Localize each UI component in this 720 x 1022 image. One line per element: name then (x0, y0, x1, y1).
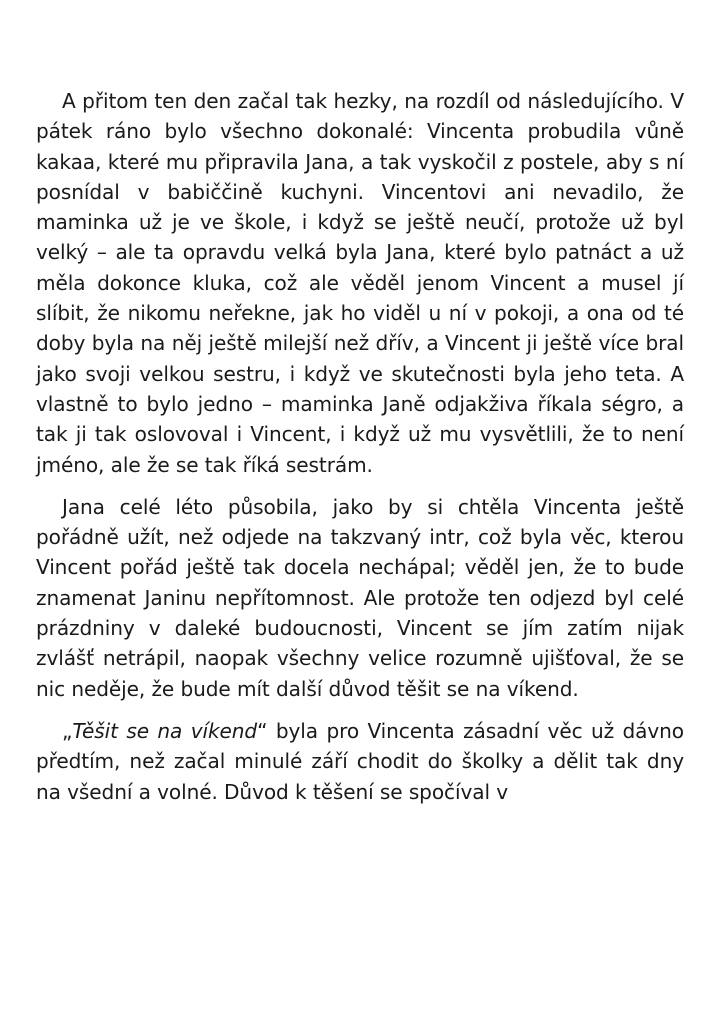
paragraph-1: A přitom ten den začal tak hezky, na rozdíl od následujícího. V pátek ráno bylo všechno dokonalé: Vincenta probudila vůně kakaa, které mu připravila Jana, a tak vyskočil z postele, aby s ní posnídal v babiččině kuchyni. Vincentovi ani nevadilo, že maminka už je ve škole, i když se ještě neučí, protože už byl velký – ale ta opravdu velká byla Jana, které bylo patnáct a už měla dokonce kluka, což ale věděl jenom Vincent a musel jí slíbit, že nikomu neřekne, jak ho viděl u ní v pokoji, a ona od té doby byla na něj ještě milejší než dřív, a Vincent ji ještě více bral jako svoji velkou sestru, i když ve skutečnosti byla jeho teta. A vlastně to bylo jedno – maminka Janě odjakživa říkala ségro, a tak ji tak oslovoval i Vincent, i když už mu vysvětlili, že to není jméno, ale že se tak říká sestrám. (36, 89, 684, 477)
paragraph-3: „Těšit se na víkend“ byla pro Vincenta zásadní věc už dávno předtím, než začal minulé září chodit do školky a dělit tak dny na všední a volné. Důvod k těšení se spočíval v (36, 718, 684, 804)
quoted-phrase: Těšit se na víkend (72, 718, 258, 743)
document-page (36, 86, 684, 819)
paragraph-2: Jana celé léto působila, jako by si chtěla Vincenta ještě pořádně užít, než odjede na takzvaný intr, což byla věc, kterou Vincent pořád ještě tak docela nechápal; věděl jen, že to bude znamenat Janinu nepřítomnost. Ale protože ten odjezd byl celé prázdniny v daleké budoucnosti, Vincent se jím zatím nijak zvlášť netrápil, naopak všechny velice rozumně ujišťoval, že se nic neděje, že bude mít další důvod těšit se na víkend. (36, 494, 684, 701)
